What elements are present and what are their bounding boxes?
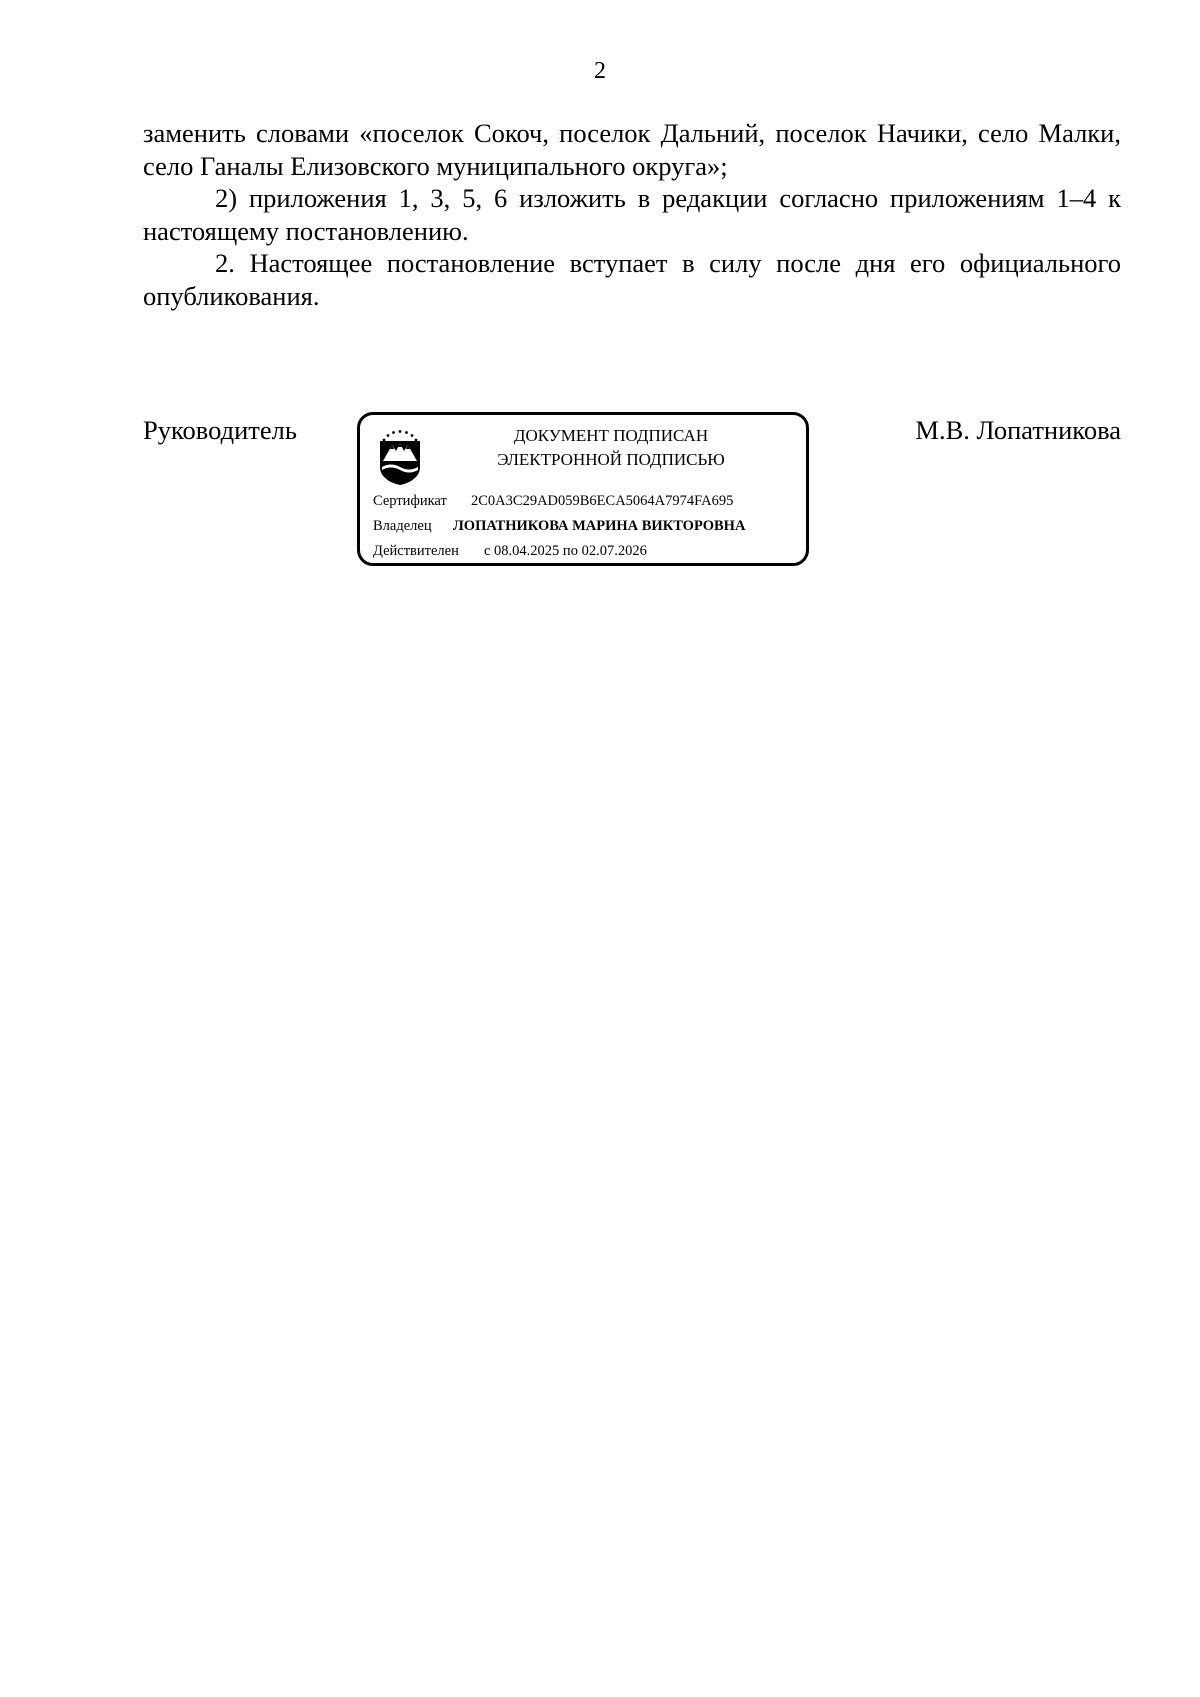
- certificate-value: 2C0A3C29AD059B6ECA5064A7974FA695: [471, 493, 734, 509]
- kamchatka-coat-of-arms-icon: [374, 427, 426, 487]
- electronic-signature-stamp: [357, 412, 809, 566]
- stamp-certificate-row: [373, 491, 733, 511]
- signer-title: Руководитель: [143, 415, 297, 445]
- document-body: [143, 117, 1121, 312]
- owner-label: Владелец: [373, 518, 432, 534]
- stamp-heading-line-2: ЭЛЕКТРОННОЙ ПОДПИСЬЮ: [497, 450, 725, 469]
- stamp-owner-row: [373, 516, 745, 536]
- validity-label: Действителен: [373, 543, 459, 559]
- paragraph-effective-date: 2. Настоящее постановление вступает в силу после дня его официального опубликования.: [143, 248, 1121, 311]
- paragraph-appendices: 2) приложения 1, 3, 5, 6 изложить в редакции согласно приложениям 1–4 к настоящему постановлению.: [143, 183, 1121, 246]
- validity-value: с 08.04.2025 по 02.07.2026: [484, 543, 647, 559]
- paragraph-replacement-text: заменить словами «поселок Сокоч, поселок Дальний, поселок Начики, село Малки, село Ганалы Елизовского муниципального округа»;: [143, 118, 1121, 181]
- owner-value: ЛОПАТНИКОВА МАРИНА ВИКТОРОВНА: [453, 518, 746, 534]
- stamp-heading-line-1: ДОКУМЕНТ ПОДПИСАН: [513, 426, 709, 445]
- certificate-label: Сертификат: [373, 493, 447, 509]
- stamp-validity-row: [373, 541, 647, 561]
- signer-name: М.В. Лопатникова: [915, 415, 1121, 445]
- page-number: 2: [594, 58, 606, 84]
- stamp-heading: [430, 424, 792, 472]
